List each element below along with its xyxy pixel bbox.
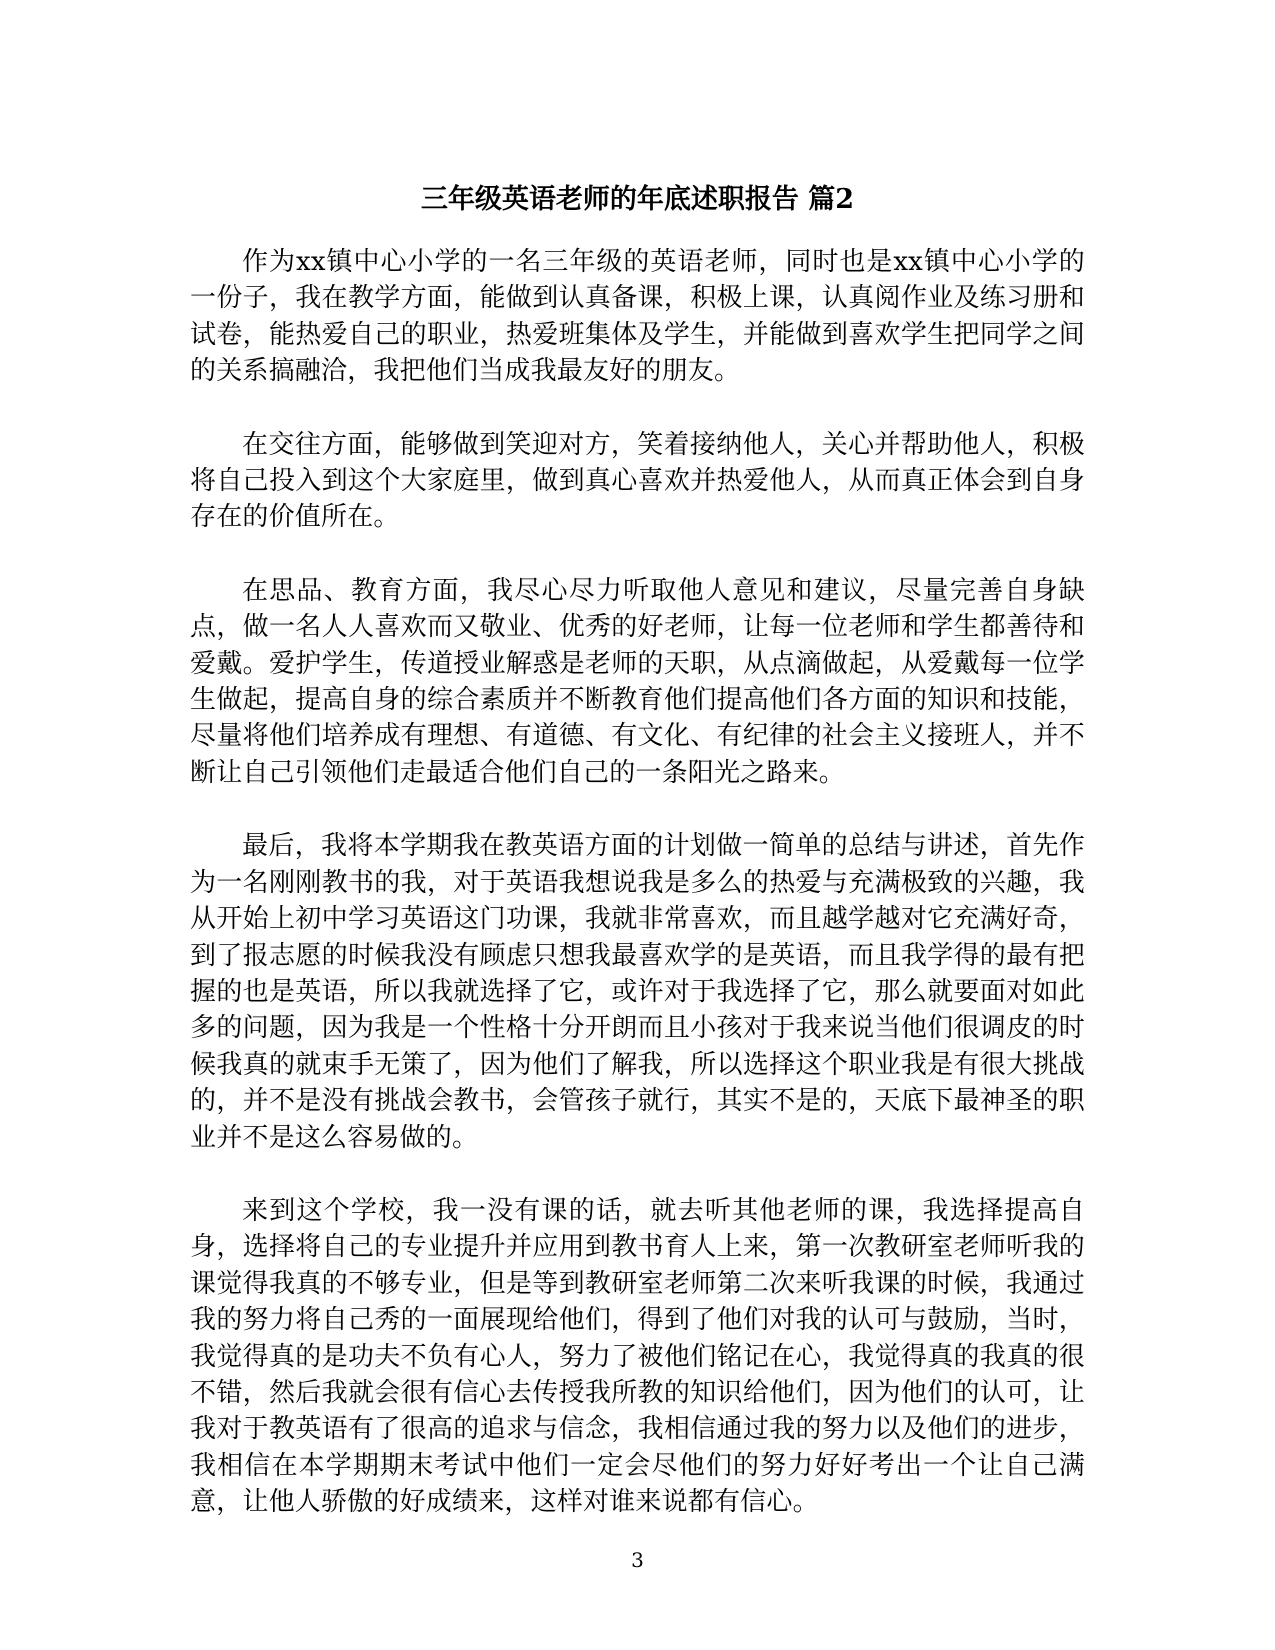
page-number: 3 bbox=[631, 1548, 644, 1572]
paragraph-3: 在思品、教育方面，我尽心尽力听取他人意见和建议，尽量完善自身缺点，做一名人人喜欢而又敬业、优秀的好老师，让每一位老师和学生都善待和爱戴。爱护学生，传道授业解惑是老师的天职，从点滴做起，从爱戴每一位学生做起，提高自身的综合素质并不断教育他们提高他们各方面的知识和技能，尽量将他们培养成有理想、有道德、有文化、有纪律的社会主义接班人，并不断让自己引领他们走最适合他们自己的一条阳光之路来。 bbox=[190, 575, 1085, 788]
paragraph-4: 最后，我将本学期我在教英语方面的计划做一简单的总结与讲述，首先作为一名刚刚教书的我，对于英语我想说我是多么的热爱与充满极致的兴趣，我从开始上初中学习英语这门功课，我就非常喜欢，而且越学越对它充满好奇，到了报志愿的时候我没有顾虑只想我最喜欢学的是英语，而且我学得的最有把握的也是英语，所以我就选择了它，或许对于我选择了它，那么就要面对如此多的问题，因为我是一个性格十分开朗而且小孩对于我来说当他们很调皮的时候我真的就束手无策了，因为他们了解我，所以选择这个职业我是有很大挑战的，并不是没有挑战会教书，会管孩子就行，其实不是的，天底下最神圣的职业并不是这么容易做的。 bbox=[190, 831, 1085, 1153]
paragraph-5: 来到这个学校，我一没有课的话，就去听其他老师的课，我选择提高自身，选择将自己的专业提升并应用到教书育人上来，第一次教研室老师听我的课觉得我真的不够专业，但是等到教研室老师第二次来听我课的时候，我通过我的努力将自己秀的一面展现给他们，得到了他们对我的认可与鼓励，当时，我觉得真的是功夫不负有心人，努力了被他们铭记在心，我觉得真的我真的很不错，然后我就会很有信心去传授我所教的知识给他们，因为他们的认可，让我对于教英语有了很高的追求与信念，我相信通过我的努力以及他们的进步，我相信在本学期期末考试中他们一定会尽他们的努力好好考出一个让自己满意，让他人骄傲的好成绩来，这样对谁来说都有信心。 bbox=[190, 1195, 1085, 1518]
paragraph-2: 在交往方面，能够做到笑迎对方，笑着接纳他人，关心并帮助他人，积极将自己投入到这个大家庭里，做到真心喜欢并热爱他人，从而真正体会到自身存在的价值所在。 bbox=[190, 429, 1085, 533]
document-title: 三年级英语老师的年底述职报告 篇2 bbox=[420, 184, 855, 215]
paragraph-1: 作为xx镇中心小学的一名三年级的英语老师，同时也是xx镇中心小学的一份子，我在教学方面，能做到认真备课，积极上课，认真阅作业及练习册和试卷，能热爱自己的职业，热爱班集体及学生，并能做到喜欢学生把同学之间的关系搞融洽，我把他们当成我最友好的朋友。 bbox=[190, 247, 1085, 387]
document-body bbox=[190, 244, 1085, 1558]
